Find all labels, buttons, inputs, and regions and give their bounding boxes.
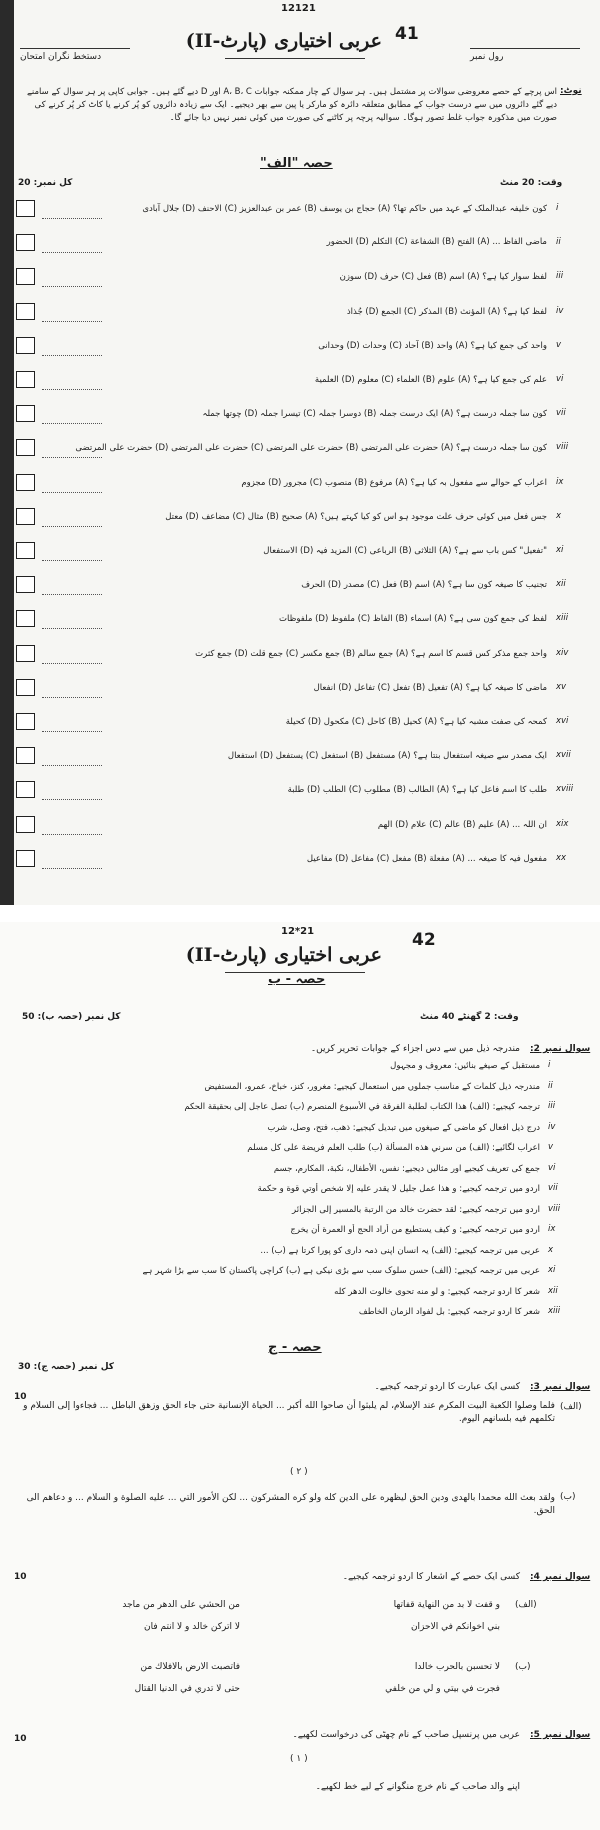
answer-line — [42, 252, 102, 253]
instructions-paragraph: اس پرچے کے حصے معروضی سوالات پر مشتمل ہیں۔ ہر سوال کے چار ممکنہ جوابات A، B، C اور D دیے گئے ہیں۔ جوابی کاپی پر ہر سوال کے سامنے دیے گئے دائروں میں سے درست جواب کے مطابق متعلقہ دائرہ کو مارکر یا پین سے بھر دیجیے۔ ایک سے زیادہ دائروں کو پُر کرنے یا کاٹ کر پُر کرنے کی صورت میں مذکورہ جواب غلط تصور ہوگا۔ سوالیہ پرچہ پر کاٹنے کی صورت میں کوئی نمبر نہیں دیا جائے گا۔ — [26, 87, 557, 123]
q3-a-label: (الف) — [560, 1402, 582, 1412]
q3-a-text: فلما وصلوا الكعبة البيت المكرم عند الإسلام، لم يلبثوا أن صاحوا الله أكبر ... الحياة الإنسانية حتى جاء الحق وزهق الباطل ... فجاءوا إلى السلام و تكلمهم فيه بلسانهم اليوم. — [23, 1401, 555, 1424]
answer-line — [42, 834, 102, 835]
mcq-question-number: xviii — [556, 784, 574, 795]
answer-box[interactable] — [16, 816, 35, 833]
q4-b-line-2: فاتصبت الارض بالافلاك من — [140, 1662, 240, 1672]
section-c-marks: کل نمبر (حصہ ج): 30 — [18, 1362, 114, 1372]
answer-box[interactable] — [16, 576, 35, 593]
answer-box[interactable] — [16, 850, 35, 867]
q2-label: سوال نمبر 2: — [530, 1044, 591, 1054]
answer-box[interactable] — [16, 439, 35, 456]
q2-item-number: ii — [548, 1080, 553, 1091]
q5-intro: عربی میں پرنسپل صاحب کے نام چھٹی کی درخواست لکھیے۔ — [292, 1730, 520, 1740]
answer-box[interactable] — [16, 508, 35, 525]
q2-item-text: درج ذیل افعال کو ماضی کے صیغوں میں تبدیل کیجیے: ذهب، فتح، وصل، شرب — [267, 1122, 540, 1133]
answer-line — [42, 765, 102, 766]
mcq-question-number: ii — [556, 237, 561, 248]
answer-box[interactable] — [16, 713, 35, 730]
answer-box[interactable] — [16, 303, 35, 320]
mcq-question-number: xix — [556, 818, 569, 829]
mcq-question-text: ماضی الفاظ ... (A) الفتح (B) الشفاعة (C) التکلم (D) الحضور — [326, 237, 547, 248]
section-b-time: وقت: 2 گھنٹے 40 منٹ — [420, 1012, 519, 1022]
answer-line — [42, 560, 102, 561]
answer-line — [42, 457, 102, 458]
q2-item-text: عربی میں ترجمہ کیجیے: (الف) یہ انسان اپنی ذمہ داری کو پورا کرتا ہے (ب) ... — [260, 1245, 540, 1256]
mcq-question-number: v — [556, 339, 562, 350]
section-a-title: حصہ "الف" — [260, 156, 333, 171]
q3-marks: 10 — [14, 1392, 27, 1402]
paper-code: 12121 — [281, 3, 316, 14]
q2-item-number: xi — [548, 1265, 556, 1275]
answer-line — [42, 731, 102, 732]
mcq-question-text: طلب کا اسم فاعل کیا ہے؟ (A) الطالب (B) مطلوب (C) الطلب (D) طلبة — [287, 785, 547, 796]
answer-line — [42, 423, 102, 424]
answer-line — [42, 526, 102, 527]
q4-a-label: (الف) — [515, 1600, 537, 1610]
q2-item-number: viii — [548, 1203, 561, 1214]
q4-marks: 10 — [14, 1572, 27, 1582]
mcq-question-text: تجنیب کا صیغہ کون سا ہے؟ (A) اسم (B) فعل (C) مصدر (D) الحرف — [301, 580, 547, 591]
answer-line — [42, 697, 102, 698]
answer-box[interactable] — [16, 474, 35, 491]
mcq-question-number: xvi — [556, 716, 569, 726]
time-label: وقت: 20 منٹ — [500, 178, 563, 188]
q2-item-text: اردو میں ترجمہ کیجیے: و كيف يستطيع من أراد الحج أو العمرة أن يخرج — [290, 1225, 540, 1235]
roll-number-label: رول نمبر — [470, 52, 504, 62]
q2-item-text: اردو میں ترجمہ کیجیے: لقد حضرت خالد من الرتبة بالمسير إلى الجزائر — [292, 1204, 540, 1215]
q4-b-line-1: لا تحسبن بالحرب خالدا — [414, 1662, 500, 1672]
mcq-question-text: ماضی کا صیغہ کیا ہے؟ (A) تفعیل (B) تفعل (C) تفاعل (D) انفعال — [313, 682, 547, 693]
mcq-question-text: کون سا جملہ درست ہے؟ (A) ایک درست جملہ (B) دوسرا جملہ (C) تیسرا جملہ (D) چوتھا جملہ — [202, 409, 547, 420]
mcq-question-text: "تفعیل" کس باب سے ہے؟ (A) الثلاثی (B) الرباعی (C) المزید فیہ (D) الاستفعال — [263, 546, 547, 556]
q2-item-number: iii — [548, 1101, 556, 1111]
answer-box[interactable] — [16, 337, 35, 354]
answer-line — [42, 663, 102, 664]
mcq-question-text: واحد کی جمع کیا ہے؟ (A) واحد (B) آحاد (C) وحدات (D) وحدانی — [318, 340, 547, 351]
q2-intro: مندرجہ ذیل میں سے دس اجزاء کے جوابات تحریر کریں۔ — [310, 1044, 520, 1054]
answer-line — [42, 218, 102, 219]
q4-b-label: (ب) — [515, 1662, 531, 1672]
mcq-question-text: اعراب کے حوالے سے مفعول بہ کیا ہے؟ (A) مرفوع (B) منصوب (C) مجرور (D) مجزوم — [241, 477, 547, 488]
mcq-question-number: xv — [556, 681, 567, 692]
q2-item-text: مندرجہ ذیل کلمات کے مناسب جملوں میں استعمال کیجیے: مغرور، کنز، خباخ، عمرو، المستفیض — [204, 1081, 540, 1092]
answer-box[interactable] — [16, 542, 35, 559]
scan-edge-bar — [0, 0, 14, 905]
answer-box[interactable] — [16, 371, 35, 388]
mcq-question-number: iv — [556, 305, 564, 316]
mcq-question-number: ix — [556, 476, 564, 487]
q4-a-line-2: من الحشي على الدهر من ماجد — [122, 1600, 240, 1610]
answer-box[interactable] — [16, 234, 35, 251]
signature-label: دستخط نگران امتحان — [20, 52, 102, 62]
q2-item-text: جمع کی تعریف کیجیے اور مثالیں دیجیے: نفس، الأطفال، نكبة، المكارم، جسم — [273, 1163, 540, 1174]
q2-item-number: iv — [548, 1121, 556, 1132]
answer-line — [42, 594, 102, 595]
q4-a-line-3: بني اخوانكم في الاحزان — [410, 1622, 500, 1632]
mcq-question-number: iii — [556, 271, 564, 282]
page-number: 42 — [412, 930, 436, 950]
q3-page-mark: ( ۲ ) — [290, 1467, 308, 1477]
mcq-question-number: vii — [556, 408, 566, 419]
q2-item-text: اعراب لگائیے: (الف) من سرني هذه المسألة (ب) طلب العلم فريضة على كل مسلم — [247, 1143, 540, 1153]
q4-label: سوال نمبر 4: — [530, 1572, 591, 1582]
mcq-question-text: مفعول فیہ کا صیغہ ... (A) مفعلة (B) مفعل (C) مفاعل (D) مفاعیل — [306, 853, 547, 864]
mcq-question-number: xi — [556, 545, 564, 555]
q2-item-number: x — [548, 1244, 554, 1255]
q5-marks: 10 — [14, 1734, 27, 1744]
mcq-question-text: واحد جمع مذکر کس قسم کا اسم ہے؟ (A) جمع سالم (B) جمع مکسر (C) جمع قلت (D) جمع کثرت — [195, 648, 547, 659]
note-label: نوٹ: — [560, 86, 582, 96]
q3-label: سوال نمبر 3: — [530, 1382, 591, 1392]
section-b-title: حصہ - ب — [268, 972, 326, 987]
answer-box[interactable] — [16, 781, 35, 798]
q4-intro: کسی ایک حصے کے اشعار کا اردو ترجمہ کیجیے۔ — [342, 1572, 520, 1582]
exam-page-42 — [0, 922, 600, 1830]
q4-a-line-1: و قفت لا بد من النهاية قفاتها — [393, 1600, 500, 1610]
mcq-question-number: xii — [556, 579, 566, 590]
q3-intro: کسی ایک عبارت کا اردو ترجمہ کیجیے۔ — [374, 1382, 520, 1392]
q5-label: سوال نمبر 5: — [530, 1730, 591, 1740]
mcq-question-text: ان اللہ ... (A) علیم (B) عالم (C) علام (D) الهم — [377, 819, 547, 830]
q2-item-number: vi — [548, 1162, 556, 1173]
mcq-question-number: vi — [556, 374, 564, 384]
q2-item-text: مستقبل کے صیغے بنائیں: معروف و مجہول — [390, 1061, 540, 1071]
q2-item-text: عربی میں ترجمہ کیجیے: (الف) حسن سلوک سب سے بڑی نیکی ہے (ب) کراچی پاکستان کا سب سے بڑا شہر ہے — [142, 1266, 540, 1276]
q2-item-number: xii — [548, 1285, 558, 1296]
section-b-marks: کل نمبر (حصہ ب): 50 — [22, 1012, 121, 1022]
q4-b-line-3: فجرت في بيتي و لي من خلفي — [385, 1684, 500, 1694]
q2-item-text: اردو میں ترجمہ کیجیے: و هذا عمل جليل لا يقدر عليه إلا شخص أوتي قوة و حكمة — [257, 1184, 540, 1194]
answer-line — [42, 355, 102, 356]
answer-box[interactable] — [16, 200, 35, 217]
q2-item-number: vii — [548, 1183, 558, 1193]
mcq-question-number: xiv — [556, 647, 569, 658]
exam-page-41 — [0, 0, 600, 905]
q5-alternative: اپنے والد صاحب کے نام خرچ منگوانے کے لیے خط لکھیے۔ — [315, 1782, 520, 1792]
answer-box[interactable] — [16, 645, 35, 662]
page-number: 41 — [395, 24, 419, 44]
marks-label: کل نمبر: 20 — [18, 178, 73, 188]
mcq-question-number: xvii — [556, 750, 571, 761]
q3-b-text: ولقد بعث الله محمدا بالهدى ودين الحق ليظهره على الدين كله ولو كره المشركون ... لكن الأمور التي ... عليه الصلوة و السلام ... و دعاهم الى الحق. — [26, 1493, 555, 1516]
page-footer-mark: ( ۱ ) — [290, 1754, 308, 1764]
mcq-question-text: کمحہ کی صفت مشبہ کیا ہے؟ (A) کحیل (B) کاحل (C) مکحول (D) کحیلة — [285, 717, 547, 727]
mcq-question-text: جس فعل میں کوئی حرف علت موجود ہو اس کو کیا کہتے ہیں؟ (A) صحیح (B) مثال (C) مضاعف (D) معتل — [165, 511, 547, 522]
answer-line — [42, 286, 102, 287]
page-divider — [0, 905, 600, 922]
mcq-question-text: لفظ کی جمع کون سی ہے؟ (A) اسماء (B) الفاظ (C) ملفوظ (D) ملفوظات — [278, 614, 547, 625]
mcq-question-number: x — [556, 510, 562, 521]
mcq-question-text: ایک مصدر سے صیغہ استفعال بنتا ہے؟ (A) مستفعل (B) استفعل (C) یستفعل (D) استفعال — [227, 751, 547, 762]
mcq-question-number: viii — [556, 442, 569, 453]
q3-b-label: (ب) — [560, 1492, 576, 1502]
mcq-question-text: لفظ کیا ہے؟ (A) المؤنث (B) المذکر (C) الجمع (D) جُذاذ — [346, 306, 547, 317]
answer-box[interactable] — [16, 747, 35, 764]
q4-b-line-4: حتى لا تدري في الدنيا القتال — [134, 1684, 240, 1694]
mcq-question-text: کون سا جملہ درست ہے؟ (A) حضرت علی المرتضی (B) حضرت علی المرتضی (C) حضرت علی المرتضی (D) حضرت علی المرتضی — [75, 443, 547, 454]
mcq-question-number: xx — [556, 852, 567, 863]
paper-title: عربی اختیاری (پارٹ-II) — [185, 30, 382, 52]
answer-box[interactable] — [16, 610, 35, 627]
answer-line — [42, 868, 102, 869]
q2-item-number: i — [548, 1060, 551, 1070]
mcq-question-number: i — [556, 203, 559, 213]
answer-box[interactable] — [16, 405, 35, 422]
mcq-question-text: کون خلیفہ عبدالملک کے عہد میں حاکم تھا؟ (A) حجاج بن یوسف (B) عمر بن عبدالعزیز (C) الاحنف (D) جلال آبادی — [142, 204, 547, 214]
q4-a-line-4: لا اتركن خالد و لا انتم فان — [143, 1622, 240, 1632]
answer-line — [42, 389, 102, 390]
answer-box[interactable] — [16, 679, 35, 696]
mcq-question-number: xiii — [556, 613, 569, 624]
section-c-title: حصہ - ج — [268, 1340, 322, 1355]
mcq-question-text: لفظ سوار کیا ہے؟ (A) اسم (B) فعل (C) حرف (D) سوزن — [339, 272, 547, 283]
mcq-question-text: علم کی جمع کیا ہے؟ (A) علوم (B) العلماء (C) معلوم (D) العلمیة — [314, 375, 547, 385]
q2-item-number: v — [548, 1142, 554, 1152]
q2-item-number: ix — [548, 1224, 556, 1234]
answer-line — [42, 492, 102, 493]
q2-item-text: شعر کا اردو ترجمہ کیجیے: و لو منه تحوى خالوت الدهر كله — [334, 1286, 540, 1297]
q2-item-number: xiii — [548, 1306, 561, 1316]
paper-title: عربی اختیاری (پارٹ-II) — [185, 944, 382, 966]
q2-item-text: ترجمہ کیجیے: (الف) هذا الكتاب لطلبة الفرقة في الأسبوع المنصرم (ب) تصل عاجل إلى بحقيقة الحكم — [184, 1102, 540, 1112]
answer-line — [42, 799, 102, 800]
answer-line — [42, 321, 102, 322]
answer-line — [42, 628, 102, 629]
q2-item-text: شعر کا اردو ترجمہ کیجیے: بل لفواد الزمان الخاطف — [358, 1307, 540, 1317]
paper-code: 12*21 — [281, 926, 315, 937]
answer-box[interactable] — [16, 268, 35, 285]
